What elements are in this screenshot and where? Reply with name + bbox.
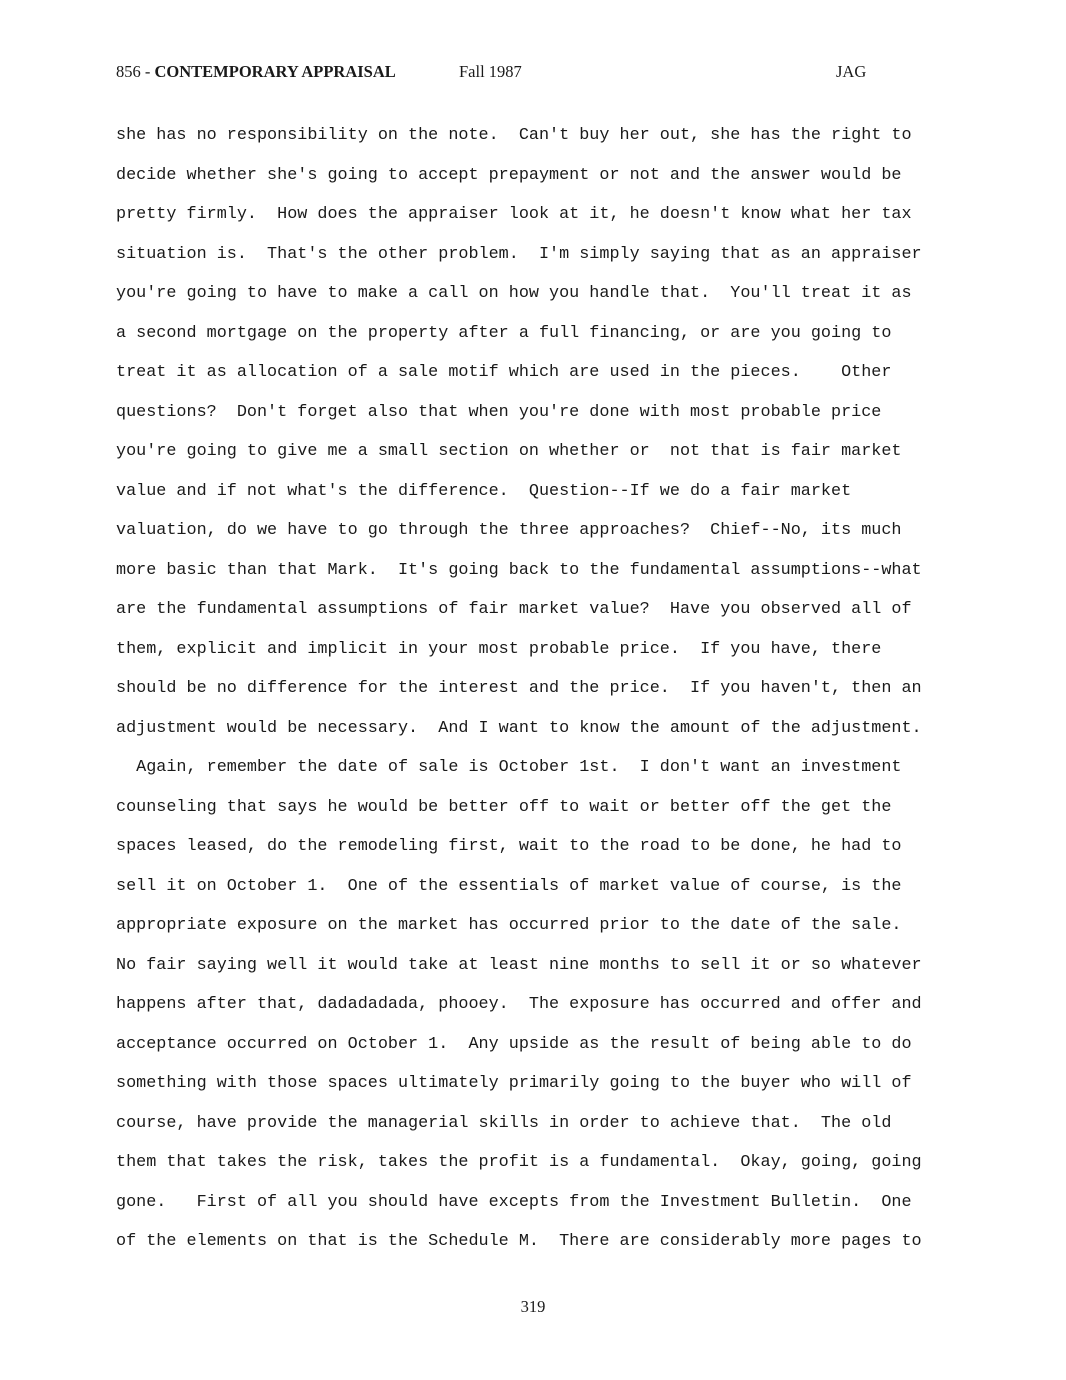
text-line: are the fundamental assumptions of fair market value? Have you observed all of xyxy=(116,600,912,619)
text-line: them that takes the risk, takes the profit is a fundamental. Okay, going, going xyxy=(116,1153,922,1172)
text-line: a second mortgage on the property after a full financing, or are you going to xyxy=(116,323,892,343)
text-line: counseling that says he would be better off to wait or better off the get the xyxy=(116,797,892,817)
text-line: of the elements on that is the Schedule M. There are considerably more pages to xyxy=(116,1232,922,1251)
header-initials: JAG xyxy=(836,62,867,81)
text-line: more basic than that Mark. It's going back to the fundamental assumptions--what xyxy=(116,560,922,580)
course-title: CONTEMPORARY APPRAISAL xyxy=(154,62,396,81)
text-line: valuation, do we have to go through the three approaches? Chief--No, its much xyxy=(116,521,902,540)
text-line: No fair saying well it would take at least nine months to sell it or so whatever xyxy=(116,955,922,975)
header-course xyxy=(116,62,396,82)
header-term: Fall 1987 xyxy=(459,62,522,81)
text-line: you're going to give me a small section on whether or not that is fair market xyxy=(116,442,902,461)
text-line: situation is. That's the other problem. I'm simply saying that as an appraiser xyxy=(116,244,922,264)
text-line: value and if not what's the difference. Question--If we do a fair market xyxy=(116,481,852,501)
text-line: spaces leased, do the remodeling first, wait to the road to be done, he had to xyxy=(116,837,902,856)
course-number: 856 - xyxy=(116,62,155,81)
text-line: decide whether she's going to accept prepayment or not and the answer would be xyxy=(116,165,902,185)
text-line: questions? Don't forget also that when you're done with most probable price xyxy=(116,402,882,422)
text-line: gone. First of all you should have excepts from the Investment Bulletin. One xyxy=(116,1192,912,1212)
page-number: 319 xyxy=(520,1297,546,1316)
text-line: pretty firmly. How does the appraiser look at it, he doesn't know what her tax xyxy=(116,205,912,224)
text-line: treat it as allocation of a sale motif which are used in the pieces. Other xyxy=(116,363,892,382)
text-line: them, explicit and implicit in your most probable price. If you have, there xyxy=(116,639,882,659)
text-line: should be no difference for the interest and the price. If you haven't, then an xyxy=(116,679,922,698)
text-line: Again, remember the date of sale is October 1st. I don't want an investment xyxy=(116,758,902,777)
running-header xyxy=(0,62,1066,86)
transcript-body xyxy=(116,116,996,1262)
text-line: sell it on October 1. One of the essentials of market value of course, is the xyxy=(116,876,902,896)
text-line: adjustment would be necessary. And I want to know the amount of the adjustment. xyxy=(116,718,922,738)
text-line: something with those spaces ultimately primarily going to the buyer who will of xyxy=(116,1074,912,1093)
text-line: she has no responsibility on the note. Can't buy her out, she has the right to xyxy=(116,126,912,145)
text-line: appropriate exposure on the market has occurred prior to the date of the sale. xyxy=(116,916,902,935)
text-line: acceptance occurred on October 1. Any upside as the result of being able to do xyxy=(116,1034,912,1054)
text-line: happens after that, dadadadada, phooey. The exposure has occurred and offer and xyxy=(116,995,922,1014)
text-line: you're going to have to make a call on how you handle that. You'll treat it as xyxy=(116,284,912,303)
text-line: course, have provide the managerial skills in order to achieve that. The old xyxy=(116,1113,892,1133)
